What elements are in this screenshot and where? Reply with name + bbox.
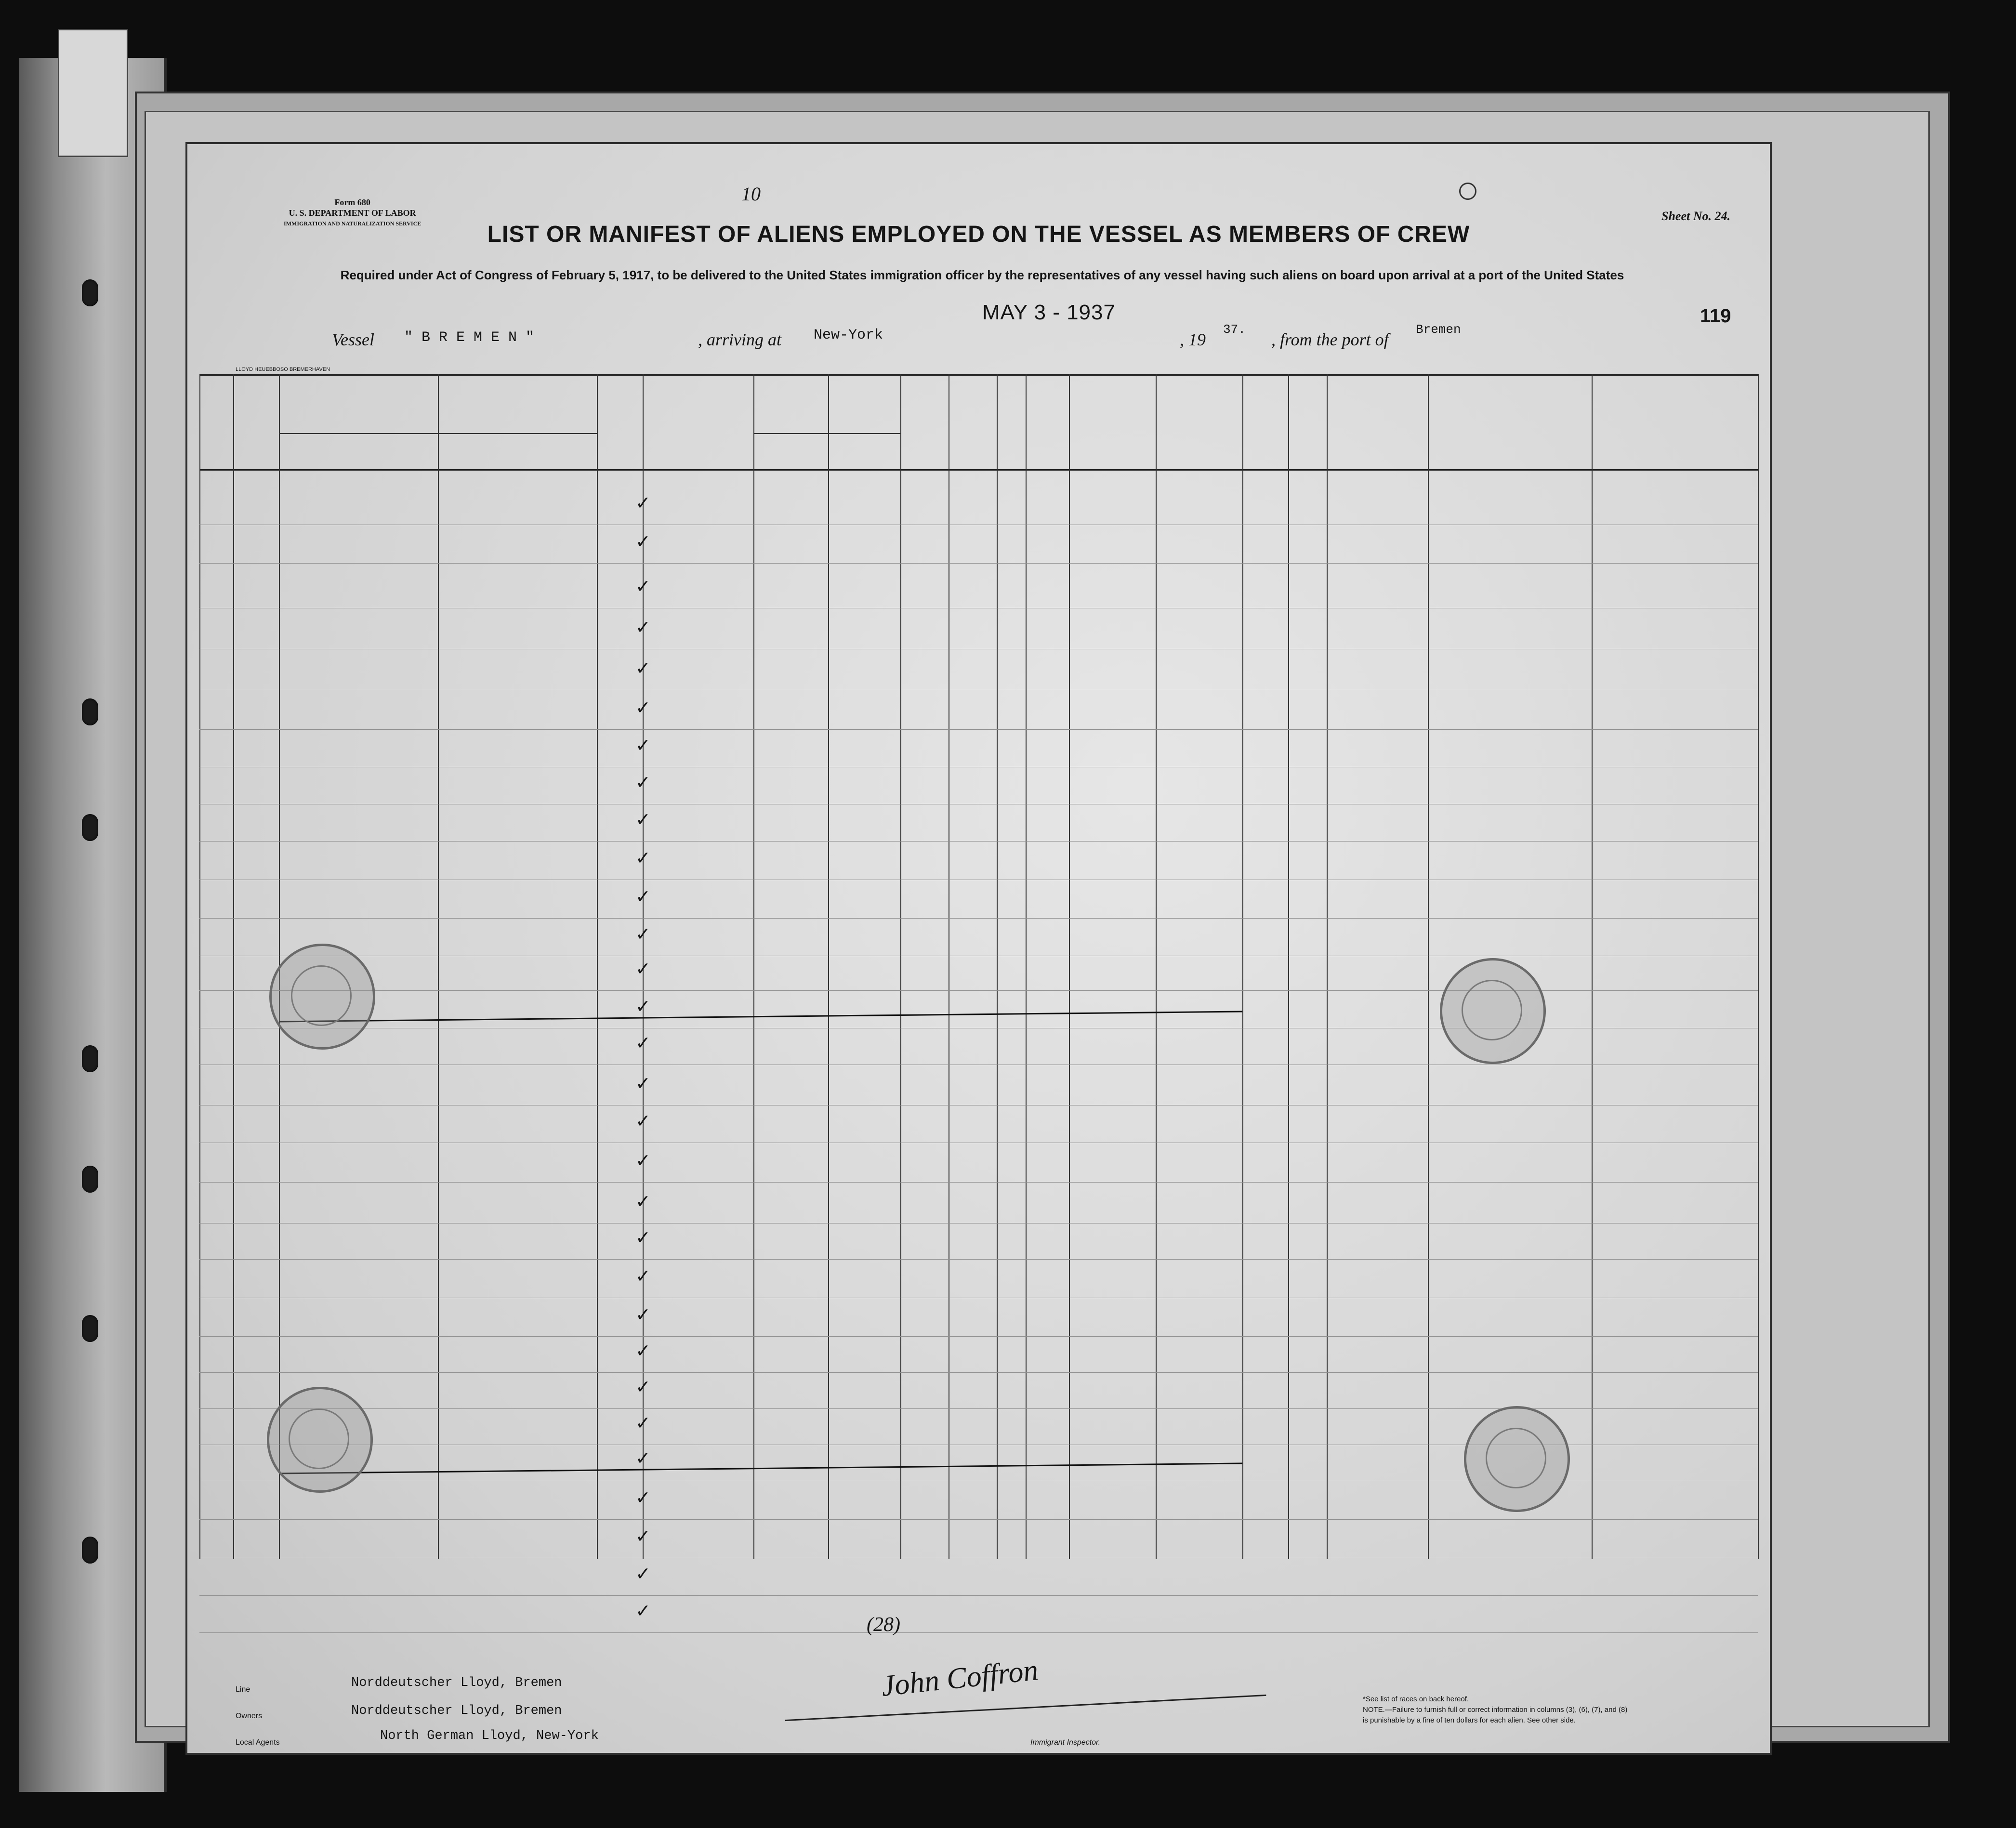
table-row — [199, 841, 1758, 842]
checkmark-icon: ✓ — [635, 1304, 651, 1325]
column-divider — [1156, 374, 1157, 1559]
checkmark-icon: ✓ — [635, 1110, 651, 1131]
checkmark-icon: ✓ — [635, 492, 651, 513]
binder-hole-icon — [82, 698, 98, 725]
arriving-port: New-York — [814, 327, 883, 343]
checkmark-icon: ✓ — [635, 735, 651, 756]
binder-hole-icon — [82, 279, 98, 306]
checkmark-icon: ✓ — [635, 617, 651, 638]
punch-hole-icon — [1459, 183, 1476, 200]
line-label: Line — [236, 1685, 250, 1694]
checkmark-icon: ✓ — [635, 1526, 651, 1547]
table-row — [199, 1336, 1758, 1337]
checkmark-icon: ✓ — [635, 886, 651, 907]
year-prefix: , 19 — [1180, 330, 1206, 349]
page-subtitle: Required under Act of Congress of February 5, 1917, to be delivered to the United States immigration officer by the representatives of any vessel having such aliens on board upon arrival at a port of the United States — [340, 268, 1624, 282]
checkmark-icon: ✓ — [635, 847, 651, 868]
column-divider — [1026, 374, 1027, 1559]
checkmark-icon: ✓ — [635, 1563, 651, 1584]
page-number-stamp: 119 — [1700, 305, 1731, 327]
checkmark-icon: ✓ — [635, 1447, 651, 1469]
agents-label: Local Agents — [236, 1738, 280, 1747]
binder-hole-icon — [82, 1315, 98, 1342]
column-divider — [900, 374, 901, 1559]
checkmark-icon: ✓ — [635, 1487, 651, 1508]
header-subrule — [753, 433, 900, 434]
table-row — [199, 1519, 1758, 1520]
vessel-label: Vessel — [332, 330, 374, 349]
binder-hole-icon — [82, 1537, 98, 1564]
line-mark: LLOYD HEUEBBOSO BREMERHAVEN — [236, 367, 330, 372]
checkmark-icon: ✓ — [635, 1376, 651, 1397]
binder-hole-icon — [82, 1166, 98, 1193]
crew-count-note: (28) — [867, 1614, 900, 1636]
signature-underline — [785, 1695, 1266, 1721]
arriving-label: , arriving at — [698, 330, 782, 349]
column-divider — [233, 374, 234, 1559]
binder-hole-icon — [82, 1045, 98, 1072]
header-top-rule — [199, 374, 1758, 376]
table-row — [199, 1372, 1758, 1373]
checkmark-icon: ✓ — [635, 1265, 651, 1287]
column-divider — [828, 374, 829, 1559]
checkmark-icon: ✓ — [635, 958, 651, 979]
checkmark-icon: ✓ — [635, 996, 651, 1017]
table-row — [199, 1595, 1758, 1596]
inspector-signature: John Coffron — [880, 1654, 1040, 1703]
vessel-name: " B R E M E N " — [404, 329, 535, 346]
column-divider — [1288, 374, 1289, 1559]
arrival-date-stamp: MAY 3 - 1937 — [982, 301, 1116, 324]
column-divider — [1592, 374, 1593, 1559]
checkmark-icon: ✓ — [635, 1150, 651, 1171]
form-number: Form 680 — [334, 197, 370, 207]
checkmark-icon: ✓ — [635, 772, 651, 793]
table-row — [199, 729, 1758, 730]
sheet-number: Sheet No. 24. — [1661, 209, 1730, 223]
binder-tab — [58, 29, 128, 157]
checkmark-icon: ✓ — [635, 531, 651, 552]
checkmark-icon: ✓ — [635, 1227, 651, 1248]
column-divider — [438, 374, 439, 1559]
agents-value: North German Lloyd, New-York — [380, 1729, 599, 1743]
column-divider — [997, 374, 998, 1559]
inspector-label: Immigrant Inspector. — [1030, 1738, 1101, 1747]
column-divider — [597, 374, 598, 1559]
checkmark-icon: ✓ — [635, 1600, 651, 1621]
penalty-note: NOTE.—Failure to furnish full or correct information in columns (3), (6), (7), and (8) — [1363, 1706, 1628, 1714]
checkmark-icon: ✓ — [635, 658, 651, 679]
column-divider — [1327, 374, 1328, 1559]
column-divider — [1242, 374, 1243, 1559]
races-note: *See list of races on back hereof. — [1363, 1695, 1469, 1703]
checkmark-icon: ✓ — [635, 1191, 651, 1212]
checkmark-icon: ✓ — [635, 1032, 651, 1053]
strike-through-line — [279, 1463, 1242, 1474]
checkmark-icon: ✓ — [635, 923, 651, 945]
penalty-note-cont: is punishable by a fine of ten dollars for each alien. See other side. — [1363, 1716, 1576, 1724]
consulate-seal-icon — [269, 944, 375, 1050]
consulate-seal-icon — [267, 1387, 373, 1493]
form-department: U. S. DEPARTMENT OF LABOR — [289, 208, 416, 218]
from-port: Bremen — [1416, 322, 1461, 337]
owners-label: Owners — [236, 1712, 263, 1720]
line-value: Norddeutscher Lloyd, Bremen — [351, 1676, 562, 1690]
checkmark-icon: ✓ — [635, 697, 651, 718]
checkmark-icon: ✓ — [635, 576, 651, 597]
header-subrule — [279, 433, 597, 434]
handwritten-mark: 10 — [741, 183, 761, 205]
year-suffix: 37. — [1223, 322, 1246, 337]
page-title: LIST OR MANIFEST OF ALIENS EMPLOYED ON THE VESSEL AS MEMBERS OF CREW — [487, 222, 1470, 247]
column-divider — [199, 374, 200, 1559]
column-divider — [1069, 374, 1070, 1559]
checkmark-icon: ✓ — [635, 809, 651, 830]
table-row — [199, 918, 1758, 919]
manifest-sheet — [185, 142, 1772, 1755]
form-service: IMMIGRATION AND NATURALIZATION SERVICE — [284, 220, 422, 227]
column-divider — [753, 374, 754, 1559]
owners-value: Norddeutscher Lloyd, Bremen — [351, 1704, 562, 1718]
table-row — [199, 1259, 1758, 1260]
checkmark-icon: ✓ — [635, 1412, 651, 1433]
checkmark-icon: ✓ — [635, 1073, 651, 1094]
from-port-label: , from the port of — [1271, 330, 1389, 349]
consulate-seal-icon — [1464, 1406, 1570, 1512]
table-row — [199, 1632, 1758, 1633]
strike-through-line — [279, 1011, 1242, 1023]
column-divider — [1758, 374, 1759, 1559]
column-divider — [1428, 374, 1429, 1559]
header-bottom-rule — [199, 469, 1758, 471]
checkmark-icon: ✓ — [635, 1340, 651, 1361]
table-row — [199, 1182, 1758, 1183]
table-row — [199, 563, 1758, 564]
binder-hole-icon — [82, 814, 98, 841]
consulate-seal-icon — [1440, 958, 1546, 1064]
